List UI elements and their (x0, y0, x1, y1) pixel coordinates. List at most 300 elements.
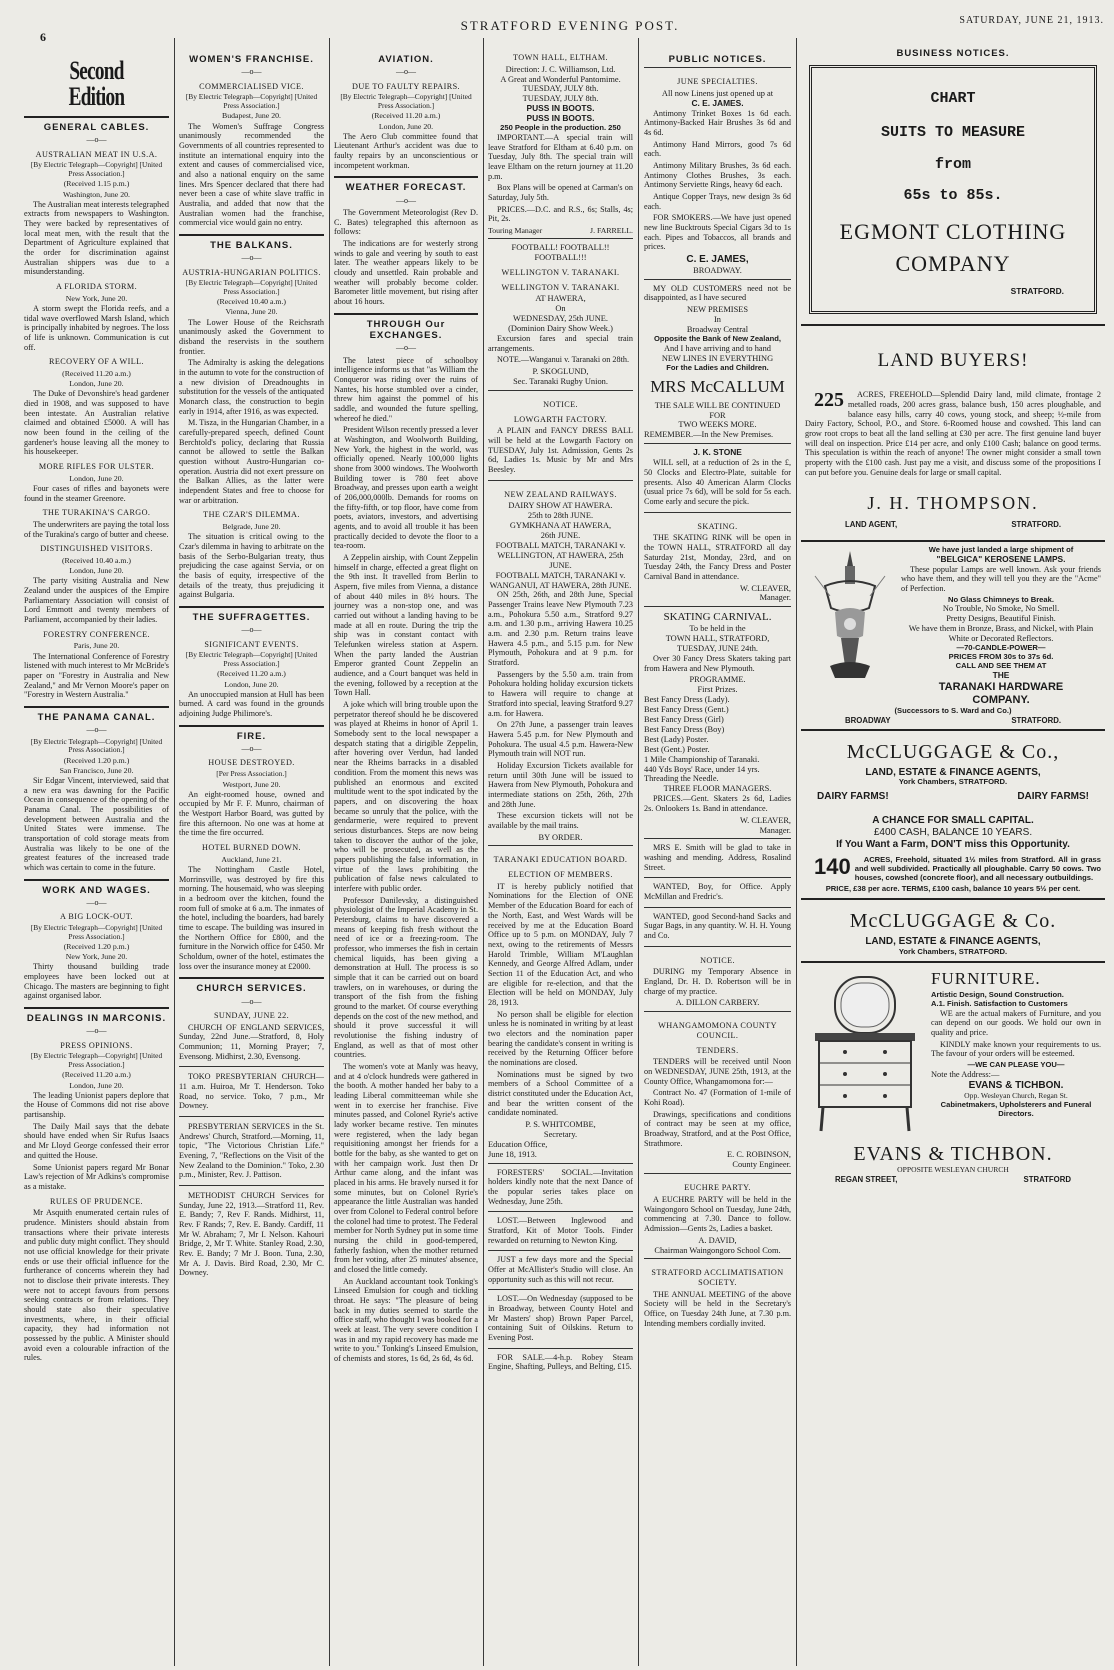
article-body: The leading Unionist papers deplore that the House of Commons did not rise above partisanship. (24, 1090, 169, 1120)
received-time: (Received 11.20 a.m.) (371, 111, 441, 121)
ad-name: MRS McCALLUM (650, 376, 785, 396)
railways-ad (488, 480, 633, 846)
column-4 (484, 44, 637, 1664)
received-time: (Received 10.40 a.m.) (61, 555, 132, 565)
dateline: London, June 20. (69, 1080, 124, 1090)
ad-line: EVANS & TICHBON. (968, 1079, 1064, 1091)
ad-signature: P. S. WHITCOMBE, (525, 1119, 596, 1129)
ad-subtitle: ELECTION OF MEMBERS. (508, 870, 613, 880)
ad-line: And I have arriving and to hand (664, 343, 771, 353)
section-heading: BUSINESS NOTICES. (896, 48, 1010, 59)
notice-ad (644, 946, 791, 1012)
article-title: A FLORIDA STORM. (55, 282, 138, 292)
article-title: DISTINGUISHED VISITORS. (40, 544, 153, 554)
edition-heading: Second Edition (68, 56, 125, 111)
section-heading: PUBLIC NOTICES. (668, 54, 767, 65)
article-body: The Australian meat interests telegraphed extracts from newspapers to Washington. They were backed by representatives of local meat men, with the result that the Department of Agriculture explained that the order for discrimination against Australian shippers was due to a misunderstanding. (24, 199, 169, 277)
column-5 (640, 44, 795, 1664)
article-body: The indications are for westerly strong winds to gale and veering by south to east later. The weather appears likely to be cloudy and unsettled. Rain probable and weather will probably become colder. Barometer little movement, but rising after about 16 hours. (334, 239, 478, 307)
received-time: (Received 10.40 a.m.) (216, 297, 287, 307)
ad-title: NOTICE. (543, 399, 578, 409)
lowgarth-ad (488, 390, 633, 480)
ad-title: TOWN HALL, ELTHAM. (513, 53, 608, 62)
dateline: London, June 20. (224, 679, 279, 689)
masthead (0, 6, 1114, 44)
ad-signature: W. CLEAVER, (740, 583, 791, 593)
column-1 (20, 44, 173, 1664)
article-body: The party visiting Australia and New Zealand under the auspices of the Empire Parliamentary Association will consist of Lord Emmott and twenty members of Parliament, accompanied by their ladies. (24, 576, 169, 625)
ad-line: A Great and Wonderful Pantomime. (500, 74, 621, 84)
received-time: (Received 1.20 p.m.) (63, 942, 130, 952)
ad-body: MY OLD CUSTOMERS need not be disappointed, as I have secured (644, 283, 791, 303)
ad-line: DAIRY SHOW AT HAWERA. (508, 501, 613, 511)
ad-signature-town: STRATFORD. (1011, 715, 1061, 725)
ad-body: NOTE.—Wanganui v. Taranaki on 28th. (497, 355, 630, 365)
ad-line: PUSS IN BOOTS. (526, 103, 595, 114)
article-title: SUNDAY, JUNE 22. (213, 1010, 290, 1020)
article-body: President Wilson recently pressed a lever at Washington, and Woolworth Building, New York, the highest in the world, was officially opened. Nearly 100,000 lights shone from 3000 windows. The Woolworth Building tower is 780 feet above Broadway, and presses upon earth a weight of 206,000,000lb. Demands for rooms on the fifty-fifth, or top floor, have come from poets, aviators, investors, and advertising agents, and to avoid all trouble it has been practically decided to devote the floor to a tea-room. (334, 425, 478, 551)
credit-line: [By Electric Telegraph—Copyright] [United Press Association.] (30, 160, 163, 178)
ad-body: LOST.—Between Inglewood and Stratford, Kit of Motor Tools. Finder rewarded on returning to Newton King. (488, 1216, 633, 1245)
ad-line: PUSS IN BOOTS. (526, 113, 595, 124)
article-title: COMMERCIALISED VICE. (199, 81, 304, 91)
ad-body: Over 30 Fancy Dress Skaters taking part from Hawera and New Plymouth. (644, 654, 791, 673)
church-entry: METHODIST CHURCH Services for Sunday, June 22, 1913.—Stratford 11, Rev. E. Bandy; 7, Rev F. Rands. Midhirst, 11, Rev. F Rands; 7, Rev. E. Bandy. Cardiff, 11 Mr W. Abraham; 7, Mr I. Nelson. Kahouri Bridge, 2, Mr T. White. Stanley Road, 2.30, Rev. E. Bandy; 7 Mr J. Boon. Tuna, 2.30, Mr A. J. Davis. Bird Road, 2.30, Mr C. Downey. (179, 1191, 324, 1278)
lamp-icon (805, 546, 895, 696)
ad-signature: BROADWAY. (693, 265, 742, 275)
dateline: Westport, June 20. (222, 779, 281, 789)
ad-signature (488, 226, 633, 235)
dateline: Belgrade, June 20. (222, 522, 281, 532)
dateline: Paris, June 20. (73, 641, 120, 651)
church-entry: CHURCH OF ENGLAND SERVICES, Sunday, 22nd June.—Stratford, 8, Holy Communion; 11, Morning Prayer; 7, Evensong. Midhirst, 2.30, Evensong. (179, 1022, 324, 1061)
ad-body: Excursion fares and special train arrangements. (488, 334, 633, 353)
ad-line: —WE CAN PLEASE YOU— (967, 1059, 1065, 1069)
ad-line: Broadway Central (686, 324, 749, 334)
article-body: The Nottingham Castle Hotel, Morrinsville, was destroyed by fire this morning. The housemaid, who was sleeping in a bedroom over the kitchen, found the room full of smoke at 6 a.m. The inmates of the hotel, including the boarders, had barely time to escape. The building was insured in the Northern Office for £800, and the furniture in the Norwich office for £450. Mr Scholdum, owner of the hotel, estimates the loss over the insurance money at £2000. (179, 864, 324, 971)
ad-line: TARANAKI HARDWARE (938, 680, 1064, 693)
ad-signature-town: STRATFORD. (1011, 520, 1061, 530)
ad-line: STRATFORD. (1010, 285, 1064, 296)
classified-ad (488, 1348, 633, 1377)
article-title: HOTEL BURNED DOWN. (202, 843, 301, 853)
ad-line: DAIRY FARMS! (1017, 791, 1089, 803)
ad-line: GYMKHANA AT HAWERA, (509, 521, 612, 531)
ad-line: THREE FLOOR MANAGERS. (663, 784, 772, 794)
ad-line: 250 People in the production. 250 (500, 123, 621, 133)
divider (179, 1185, 324, 1186)
ad-line: THE (992, 669, 1010, 680)
ad-body: Passengers by the 5.50 a.m. train from Pohokura holding holiday excursion tickets to Hawera will require to change at Stratford into special, leaving Stratford 9.27 a.m. for Hawera. (488, 669, 633, 718)
ad-body: Box Plans will be opened at Carman's on Saturday, July 5th. (488, 183, 633, 203)
article-subtitle: RULES OF PRUDENCE. (50, 1196, 143, 1206)
ad-line: 65s to 85s. (903, 187, 1003, 205)
ad-body: Antique Copper Trays, new design 3s 6d each. (644, 192, 791, 211)
ad-line: NEW PREMISES (686, 305, 749, 315)
article-title: SIGNIFICANT EVENTS. (204, 639, 299, 649)
ad-line: (Successors to S. Ward and Co.) (894, 705, 1012, 715)
ad-signature: Chairman Waingongoro School Com. (654, 1245, 781, 1255)
ad-line: Direction: J. C. Williamson, Ltd. (505, 64, 616, 74)
dateline: Vienna, June 20. (225, 307, 278, 317)
education-ad (488, 845, 633, 1162)
credit-line: [By Electric Telegraph—Copyright] [United Press Association.] (340, 92, 472, 110)
ad-line: £400 CASH, BALANCE 10 YEARS. (873, 826, 1033, 838)
ad-name: McCLUGGAGE & Co., (846, 740, 1060, 763)
ad-signature: BY ORDER. (538, 832, 583, 842)
ad-body: Antimony Military Brushes, 3s 6d each. Antimony Clothes Brushes, 3s each. Antimony Serviette Rings, heavy 6d each. (644, 161, 791, 190)
article-title: AUSTRIA-HUNGARIAN POLITICS. (182, 267, 321, 277)
stone-ad (644, 443, 791, 511)
article-body: M. Tisza, in the Hungarian Chamber, in a carefully-prepared speech, defined Count Berchtold's policy, declaring that Russia cannot be allowed to settle the Balkan question without Austro-Hungarian co-operation. Austria did not exert pressure on the Balkan Allies, as the latter were independent States and free to choose for war or arbitration. (179, 418, 324, 505)
ad-line: TOWN HALL, STRATFORD, (665, 634, 770, 644)
ad-line: A.1. Finish. Satisfaction to Customers (931, 998, 1068, 1008)
programme-item: Best Fancy Dress (Girl) (644, 715, 724, 725)
newspaper-title: STRATFORD EVENING POST. (460, 18, 680, 33)
ornament: —o— (396, 343, 416, 353)
article-body: Four cases of rifles and bayonets were found in the steamer Greenore. (24, 483, 169, 503)
ad-line: —70-CANDLE-POWER— (956, 643, 1046, 653)
page-number: 6 (40, 30, 46, 44)
credit-line: [By Electric Telegraph—Copyright] [United Press Association.] (185, 92, 318, 110)
classified-ad (644, 877, 791, 906)
ad-body-text: ACRES, Freehold, situated 1½ miles from Stratford. All in grass and well subdivided. Practically all ploughable. Carry 50 cows. Two houses, cowshed (concrete floor), and all necessary outbuildings. (854, 855, 1101, 883)
article-title: MORE RIFLES FOR ULSTER. (38, 462, 155, 472)
ad-body: WANTED, good Second-hand Sacks and Sugar Bags, in any quantity. W. H. H. Young and Co. (644, 911, 791, 941)
ad-line: TWO WEEKS MORE. (678, 420, 757, 430)
ad-line: Opposite the Bank of New Zealand, (653, 333, 781, 343)
ad-line: REMEMBER.—In the New Premises. (644, 430, 774, 440)
credit-line: [Per Press Association.] (216, 769, 287, 779)
article-body: The women's vote at Manly was heavy, and at 4 o'clock hundreds were gathered in the booth. A mother handed her baby to a leading Liberal committeeman while she went in to exercise her franchise. Five minutes passed, and Colonel Ryrie's active lady worker became restive. Ten minutes were registered, when the lady began requisitioning amongst her friends for a bottle for the baby, as she wanted to get on with her campaign work. Just then Dr Arthur came along, and the infant was placed in his arms. He bravely nursed it for some minutes, but on Colonel Ryrie's appearance the little Australian was handed over from Colonel to Federal control before the colonel had time to protest. The Federal member for North Sydney put in some time nursing the child in good-tempered, fatherly fashion, when the mother returned from her voting, after 25 minutes' absence, and closed the little comedy. (334, 1061, 478, 1275)
article-body: The Duke of Devonshire's head gardener died in 1908, and was supposed to have been intestate. An Australian relative claimed and obtained £5000. A will has now been found in the ceiling of the gardener's house leaving all the money to his housekeeper. (24, 389, 169, 457)
ad-body: PRICES.—Gent. Skaters 2s 6d, Ladies 2s. Onlookers 1s. Band in attendance. (644, 794, 791, 813)
ad-line: FOOTBALL MATCH, TARANAKI v. WANGANUI, AT HAWERA, 28th JUNE. (489, 570, 632, 590)
ad-line: WELLINGTON V. TARANAKI. (501, 282, 620, 292)
article-title: RECOVERY OF A WILL. (49, 357, 144, 367)
classified-ad (644, 907, 791, 946)
ad-title: TARANAKI EDUCATION BOARD. (493, 855, 628, 865)
ad-body: TENDERS will be received until Noon on WEDNESDAY, JUNE 25th, 1913, at the County Office, Whangamomona for:— (644, 1057, 791, 1086)
ad-line: Cabinetmakers, Upholsterers and Funeral Directors. (940, 1099, 1092, 1118)
ad-signature-role: Touring Manager (488, 226, 543, 236)
received-time: (Received 1.15 p.m.) (63, 179, 130, 189)
hardware-ad (801, 540, 1105, 729)
ad-body: A EUCHRE PARTY will be held in the Waingongoro School on Tuesday, June 24th, commencing at 7.30. Dance to follow. Admission—Gents 2s, Ladies a basket. (644, 1194, 791, 1233)
ad-signature: June 18, 1913. (488, 1149, 537, 1159)
credit-line: [By Electric Telegraph—Copyright] [United Press Association.] (30, 922, 163, 941)
ad-body: THE ANNUAL MEETING of the above Society will be held in the Secretary's Office, on Tuesday 24th June, at 7.30 p.m. Intending members cordially invited. (644, 1289, 791, 1328)
carnival-ad (644, 606, 791, 838)
ad-signature: A. DILLON CARBERY. (675, 998, 760, 1008)
ad-signature (805, 716, 1101, 725)
ad-line: SUITS TO MEASURE (880, 123, 1026, 141)
townhall-ad (488, 44, 633, 238)
ad-signature: Manager. (759, 593, 791, 603)
ad-title: SKATING CARNIVAL. (663, 611, 772, 624)
article-body: Professor Danilevsky, a distinguished physiologist of the Imperial Academy in St. Petersburg, claims to have discovered a means of keeping fish fresh without the need of ice or a freezing-room. The professor, who immerses the fish in certain chemical liquids, has been giving a demonstration at Hull. The process is so simple that it can be carried out on board trawlers, on in warehouses, or during the transport of the fish from the fishing ground to the market. Of course everything depends on the cost of the new method, and should it prove successful it will revolutionise the fishing industry of England, as well as that of most other countries. (334, 895, 478, 1060)
ad-line: COMPANY. (972, 693, 1030, 706)
ad-body: Antimony Trinket Boxes 1s 6d each. Antimony-Backed Hair Brushes 3s 6d and 4s 6d. (644, 108, 791, 138)
ad-name: J. H. THOMPSON. (867, 493, 1039, 514)
programme-item: Best (Lady) Poster. (644, 734, 709, 744)
ornament: —o— (396, 67, 416, 77)
ad-body: FORESTERS' SOCIAL.—Invitation holders kindly note that the next Dance of the popular series takes place on Wednesday, June 25th. (488, 1167, 633, 1206)
skating-ad (644, 512, 791, 607)
ad-line: (Dominion Dairy Show Week.) (508, 324, 613, 334)
article-body: The Daily Mail says that the debate should have ended when Sir Rufus Isaacs and Mr Lloyd George confessed their error and quitted the House. (24, 1121, 169, 1160)
ad-line: On (555, 304, 566, 314)
section-heading: WEATHER FORECAST. (334, 176, 478, 193)
ad-line: For the Ladies and Children. (666, 362, 769, 372)
furniture-ad (801, 961, 1105, 1189)
ad-line: "BELGICA" KEROSENE LAMPS. (936, 553, 1066, 564)
ad-line: LAND, ESTATE & FINANCE AGENTS, (865, 935, 1041, 947)
ornament: —o— (241, 253, 262, 263)
section-heading: GENERAL CABLES. (24, 116, 169, 133)
article-title: THE TURAKINA'S CARGO. (42, 508, 151, 518)
programme-item: Threading the Needle. (644, 774, 719, 784)
received-time: (Received 11.20 a.m.) (62, 1070, 131, 1080)
ad-signature-street: BROADWAY (845, 715, 891, 725)
article-body: An unoccupied mansion at Hull has been burned. A card was found in the grounds adjoining Judge Philimore's. (179, 689, 324, 719)
ornament: —o— (86, 897, 107, 907)
ad-line: FOR (709, 410, 726, 420)
article-subtitle: THE CZAR'S DILEMMA. (203, 510, 300, 520)
dateline: New York, June 20. (65, 952, 128, 962)
article-body: An Auckland accountant took Tonking's Linseed Emulsion for cough and tickling throat. He says: "The pleasure of being back in my duties seemed to startle the office staff, who thought I was booked for a week at least. The very severe condition I was in and my rapid recovery has made me write to you." Tonking's Linseed Emulsion, of chemists and stores, 1s 6d, 2s 6d, 4s 6d. (334, 1276, 478, 1364)
ad-line: FOOTBALL MATCH, TARANAKI v. WELLINGTON, AT HAWERA, 25th JUNE. (495, 540, 626, 570)
article-title: DUE TO FAULTY REPAIRS. (352, 81, 460, 91)
ad-title: LAND BUYERS! (877, 349, 1029, 371)
dateline: London, June 20. (69, 379, 124, 389)
article-body: The latest piece of schoolboy intelligence informs us that "as William the Conqueror was riding over the ruins of Nantes, his horse stumbled over a cinder, threw him against the pommel of his saddle, and wounded the future spelling, whereof he died." (334, 355, 478, 423)
ad-body: THE SKATING RINK will be open in the TOWN HALL, STRATFORD all day Saturday 21st, Monday, 23rd, and on Tuesday 24th, the Fancy Dress and Poster Carnival Band in attendance. (644, 533, 791, 581)
ornament: —o— (241, 67, 262, 77)
ad-line: TUESDAY, JUNE 24th. (677, 644, 758, 654)
article-body: Some Unionist papers regard Mr Bonar Law's rejection of Mr Adkins's compromise as a mistake. (24, 1162, 169, 1191)
james-ad (644, 67, 791, 279)
ad-line: 26th JUNE. (540, 531, 581, 540)
ad-body: IMPORTANT.—A special train will leave Stratford for Eltham at 6.40 p.m. on Tuesday, July 8th. The special train will leave Eltham on the return journey at 11.20 p.m. (488, 133, 633, 181)
ad-line: PROGRAMME. (689, 675, 746, 685)
football-ad (488, 238, 633, 390)
ad-line: DAIRY FARMS! (817, 791, 889, 803)
dateline: London, June 20. (378, 121, 434, 131)
classified-ad (488, 1289, 633, 1347)
ad-title: NOTICE. (700, 955, 735, 965)
section-heading: THE BALKANS. (179, 234, 324, 251)
article-title: A BIG LOCK-OUT. (60, 912, 133, 922)
article-title: HOUSE DESTROYED. (208, 758, 295, 768)
ad-body: FOR SMOKERS.—We have just opened new line Bucktrouts Special Cigars 3d to 1s each. Pipes and Tobaccos, all brands and prices. (644, 213, 791, 252)
article-body: The Lower House of the Reichsrath unanimously asked the Government to disband the reservists in the southern frontier. (179, 317, 324, 356)
section-heading: THE PANAMA CANAL. (24, 706, 169, 723)
ad-line: No Trouble, No Smoke, No Smell. (942, 604, 1060, 614)
programme-item: Best Fancy Dress (Gent.) (644, 705, 729, 715)
ad-body: LOST.—On Wednesday (supposed to be in Broadway, between County Hotel and Mr Masters' shop) Brown Paper Parcel, containing Suit of Oilskins. Return to Evening Post. (488, 1294, 633, 1342)
ad-signature: W. CLEAVER, (740, 815, 791, 825)
ad-line: NEW LINES IN EVERYTHING (661, 353, 774, 363)
ad-line: We have them in Bronze, Brass, and Nickel, with Plain White or Decorated Reflectors. (908, 624, 1094, 644)
ornament: —o— (241, 743, 262, 753)
credit-line: [By Electric Telegraph—Copyright] [United Press Association.] (185, 650, 318, 668)
article-title: AUSTRALIAN MEAT IN U.S.A. (35, 149, 158, 159)
ornament: —o— (86, 1026, 107, 1036)
dateline: Budapest, June 20. (222, 111, 281, 121)
ad-body: DURING my Temporary Absence in England, Dr. H. D. Robertson will be in charge of my practice. (644, 967, 791, 996)
ad-title: JUNE SPECIALTIES. (677, 77, 758, 87)
ad-body: KINDLY make known your requirements to us. The favour of your orders will be esteemed. (931, 1039, 1101, 1059)
church-entry: PRESBYTERIAN SERVICES in the St. Andrews' Church, Stratford.—Morning, 11, topic, "The Victorious Christian Life." Evening, 7, "Reflections on the Visit of the New Zealand to the Dominion." Toko, 2.30 p.m., Minister, Rev. J. Pattison. (179, 1122, 324, 1180)
whangamomona-ad (644, 1011, 791, 1173)
ad-signature-town: STRATFORD (1023, 1175, 1071, 1185)
ornament: —o— (241, 996, 262, 1006)
column-3 (330, 44, 482, 1664)
ad-signature (805, 520, 1101, 529)
column-6 (797, 44, 1109, 1664)
ad-line: York Chambers, STRATFORD. (898, 777, 1008, 787)
ad-signature: Sec. Taranaki Rugby Union. (513, 377, 608, 386)
article-body: The Government Meteorologist (Rev D. C. Bates) telegraphed this afternoon as follows: (334, 208, 478, 237)
ad-body: FOR SALE.—4-h.p. Robey Steam Engine, Shafting, Pulleys, and Belting, £15. (488, 1352, 633, 1372)
section-heading: DEALINGS IN MARCONIS. (24, 1007, 169, 1024)
ad-line: LAND, ESTATE & FINANCE AGENTS, (865, 766, 1041, 778)
section-heading: THROUGH Our EXCHANGES. (334, 313, 478, 341)
section-heading: WOMEN'S FRANCHISE. (189, 54, 314, 65)
ad-body: Antimony Hand Mirrors, good 7s 6d each. (644, 139, 791, 159)
article-body: A Zeppelin airship, with Count Zeppelin himself in charge, effected a great flight on the 9th inst. It travelled from Berlin to Aspern, five miles from Vienna, a distance of about 440 miles in 8½ hours. The journey was a non-stop one, and was carried out without a landing having to be made at all en route. During the trip the ship was in constant contact with Telefunken wireless station at Aspern. When the party landed the Austrian Emperor granted Count Zeppelin an audience, and a Court banquet was held in the evening, followed by a reception at the Town Hall. (334, 553, 478, 698)
ad-body: IT is hereby publicly notified that Nominations for the Election of ONE Member of the Education Board for each of the North, East, and West Wards will be received by me at the Education Board Office up to 5 p.m. on MONDAY, July 7 next, owing to the retirements of Messrs Harold Trimble, William M'Laughlan Kennedy, and George Alfred Adlam, under Section 11 of the Education Act, and who are eligible for re-election, and that the Election will be held on MONDAY, July 28, 1913. (488, 881, 633, 1007)
article-body: The Women's Suffrage Congress unanimously recommended the Governments of all countries represented to institute an international enquiry into the extent and causes of commercialised vice, and also a national enquiry on the same lines. Mrs Spencer declared that there had never been a case of white slave traffic in Australia, and added that now that the Australian women had the franchise, commercial vice would gain no entry. (179, 121, 324, 228)
ad-title: WHANGAMOMONA COUNTY COUNCIL. (658, 1021, 777, 1041)
ad-line: WELLINGTON V. TARANAKI. (501, 268, 620, 278)
ad-name: McCLUGGAGE & Co. (849, 910, 1057, 933)
ad-body: WANTED, Boy, for Office. Apply McMillan and Fredric's. (644, 882, 791, 902)
ad-line: OPPOSITE WESLEYAN CHURCH (897, 1165, 1009, 1175)
ad-line: TUESDAY, JULY 8th. (522, 94, 599, 104)
article-body: The Aero Club committee found that Lieutenant Arthur's accident was due to faulty repairs by an unconscientious or incompetent workman. (334, 131, 478, 170)
ornament: —o— (396, 195, 416, 205)
mccluggage-ad-2 (801, 898, 1105, 960)
classified-ad (488, 1163, 633, 1212)
ad-name: J. K. STONE (693, 447, 742, 458)
ad-line: Artistic Design, Sound Construction. (931, 989, 1064, 999)
ad-line: First Prizes. (697, 685, 738, 695)
section-heading: FIRE. (179, 725, 324, 742)
ad-line: York Chambers, STRATFORD. (898, 946, 1008, 956)
programme-item: 1 Mile Championship of Taranaki. (644, 754, 760, 764)
received-time: (Received 11.20 a.m.) (217, 669, 286, 679)
column-rule (638, 38, 639, 1666)
ornament: —o— (86, 135, 107, 145)
ad-body (805, 390, 1101, 477)
ad-body: WE are the actual makers of Furniture, and you can depend on our goods. We hold our own in quality and price. (931, 1008, 1101, 1037)
article-body: A joke which will bring trouble upon the perpetrator thereof should he be discovered was played at Rheims in honor of April 1. Somebody sent to the local newspaper a despatch stating that a dirigible Zeppelin, after hovering over Verdun, had landed near the Rheims barracks in a disabled condition. From the moment this news was published an enormous and excited multitude went to the spot indicated by the papers, and on discovering the hoax became so unruly that the police, with the gendarmerie, were required to prevent serious disturbances. Steps are now being taken to discover the author of the joke, who will be prosecuted, as well as the papers publishing the false information, in virtue of the laws prohibiting the publication of false news calculated to interfere with public order. (334, 700, 478, 893)
section-heading: CHURCH SERVICES. (179, 977, 324, 994)
ad-line: PRICES FROM 30s to 37s 6d. (948, 652, 1054, 662)
ad-signature: C. E. JAMES, (686, 254, 749, 266)
article-body: The situation is critical owing to the Czar's dilemma in having to arbitrate on the basis of the Serbo-Bulgarian treaty, thus prejudicing the case against Servia, or on the basis of equity, irrespective of the details of the treaty, thus prejudicing it against Bulgaria. (179, 532, 324, 600)
ad-signature: Manager. (759, 825, 791, 835)
ad-line: We have just landed a large shipment of (928, 544, 1074, 554)
ad-body: ON 25th, 26th, and 28th June, Special Passenger Trains leave New Plymouth 7.23 a.m., Pohokura 5.50 a.m., Stratford 9.27 a.m. and 1.30 p.m., arriving Hawera 10.25 a.m. and 2.30 p.m. Return trains leave Hawera 4.5 p.m., and 5.15 p.m. for New Plymouth, Pohokura and at 9 p.m. for Stratford. (488, 590, 633, 668)
ad-body: MRS E. Smith will be glad to take in washing and mending. Address, Rosalind Street. (644, 843, 791, 872)
ad-title: SKATING. (697, 521, 738, 531)
ad-title: NEW ZEALAND RAILWAYS. (504, 489, 617, 499)
column-2 (175, 44, 328, 1664)
ad-line: Pretty Designs, Beautiful Finish. (946, 614, 1056, 624)
mccallum-ad (644, 279, 791, 443)
ad-line: CALL AND SEE THEM AT (955, 661, 1047, 670)
acreage-number: 225 (814, 389, 844, 412)
dateline: Washington, June 20. (63, 189, 130, 199)
dateline: San Francisco, June 20. (59, 765, 134, 775)
article-body: Mr Asquith enumerated certain rules of prudence. Ministers should abstain from transactions where their private interests and public duty might conflict. They should not use official knowledge for their private ends or use their official influence for the furtherance of concerns wherein they had not to disclose their private interests. They were not to accept favours from persons seeking contracts or from relations. They should state also their speculative investments, where, in their official capacity, they had information not possessed by the public. A Minister should avoid even a colourable infraction of the rules. (24, 1208, 169, 1363)
ad-line: All now Linens just opened up at (661, 88, 774, 98)
received-time: (Received 11.20 a.m.) (62, 368, 131, 378)
ad-line: No Glass Chimneys to Break. (948, 594, 1054, 604)
ad-body: Drawings, specifications and conditions of contract may be seen at my office, Broadway, Stratford, and at the Post Office, Strathmore. (644, 1109, 791, 1148)
article-body: The underwriters are paying the total loss of the Turakina's cargo of butter and cheese. (24, 519, 169, 539)
ad-line: Note the Address:— (931, 1069, 1000, 1079)
ad-line: TUESDAY, JULY 8th. (522, 84, 599, 94)
article-body: An eight-roomed house, owned and occupied by Mr F. F. Munro, chairman of the Westport Harbor Board, was gutted by fire this afternoon. No one was at home at the time the fire occurred. (179, 789, 324, 838)
article-title: FORESTRY CONFERENCE. (43, 629, 150, 639)
ad-title: FOOTBALL! FOOTBALL!! FOOTBALL!!! (511, 243, 610, 263)
ad-body: Contract No. 47 (Formation of 1-mile of Kohi Road). (644, 1088, 791, 1108)
credit-line: [By Electric Telegraph—Copyright] [United Press Association.] (185, 278, 318, 296)
ad-signature: County Engineer. (732, 1160, 791, 1170)
ad-body: A PLAIN and FANCY DRESS BALL will be held at the Lowgarth Factory on TUESDAY, July 1st. Admission, Gents 2s 6d, Ladies 1s. Music by Mr and Mrs Beesley. (488, 426, 633, 474)
dateline: London, June 20. (69, 566, 124, 576)
ad-body: PRICES.—D.C. and R.S., 6s; Stalls, 4s; Pit, 2s. (488, 204, 633, 224)
programme-item: 440 Yds Boys' Race, under 14 yrs. (644, 764, 760, 774)
euchre-ad (644, 1173, 791, 1258)
ad-signature: Secretary. (543, 1129, 578, 1139)
divider (179, 1066, 324, 1067)
ad-body: Nominations must be signed by two members of a School Committee of a district constituted under the Education Act, and bear the written consent of the candidate nominated. (488, 1069, 633, 1118)
ad-body (805, 856, 1101, 883)
acreage-number: 140 (814, 854, 851, 880)
ad-signature-name: J. FARRELL. (590, 226, 633, 236)
ad-line: To be held in the (689, 624, 746, 634)
article-body: A storm swept the Florida reefs, and a tidal wave overflowed Marsh Island, which is principally inhabited by negroes. The loss of life is unknown. Communication is cut off. (24, 303, 169, 352)
article-body: The Admiralty is asking the delegations in the autumn to vote for the construction of a new division of Dreadnoughts in substitution for the vessels of the antiquated Monarch class, the construction to begin early in 1914, after 1916, as was expected. (179, 358, 324, 416)
ad-body: No person shall be eligible for election unless he is nominated in writing by at least two electors and the nomination paper bearing the candidate's consent in writing is received by the Returning Officer before the nominations are closed. (488, 1009, 633, 1067)
ad-subtitle: LOWGARTH FACTORY. (513, 414, 608, 424)
ad-body: On 27th June, a passenger train leaves Hawera 5.45 p.m. for New Plymouth and Pohokura. The usual 4.5 p.m. Hawera-New Plymouth train will NOT run. (488, 720, 633, 759)
ad-body: These popular Lamps are well known. Ask your friends who have them, and they will tell you they are the "Acme" of Perfection. (901, 564, 1101, 593)
ad-line: A CHANCE FOR SMALL CAPITAL. (872, 815, 1034, 827)
ad-line: WEDNESDAY, 25th JUNE. (513, 314, 608, 324)
ad-title: EUCHRE PARTY. (684, 1183, 751, 1193)
church-entry: TOKO PRESBYTERIAN CHURCH—11 a.m. Huiroa, Mr T. Henderson. Toko Road, no service. Toko, 7 p.m., Mr Downey. (179, 1072, 324, 1111)
ad-body: WILL sell, at a reduction of 2s in the £, 50 Clocks and Electro-Plate, suitable for presents. Also 40 American Alarm Clocks (usual price 7s 6d), will be sold for 5s each. Come early and secure the pick. (644, 458, 791, 506)
divider (179, 1116, 324, 1117)
ad-line-row (805, 787, 1101, 807)
classified-ad (488, 1211, 633, 1250)
dateline: New York, June 20. (65, 293, 128, 303)
ad-body: These excursion tickets will not be available by the mail trains. (488, 811, 633, 830)
ad-line: EGMONT CLOTHING (839, 218, 1067, 244)
ad-line: PRICE, £38 per acre. TERMS, £100 cash, balance 10 years 5½ per cent. (825, 884, 1081, 894)
ad-line: COMPANY (895, 250, 1011, 276)
ornament: —o— (241, 625, 262, 635)
ad-title: FURNITURE. (931, 968, 1041, 988)
ad-signature: Education Office, (488, 1139, 548, 1149)
article-title: PRESS OPINIONS. (60, 1040, 133, 1050)
